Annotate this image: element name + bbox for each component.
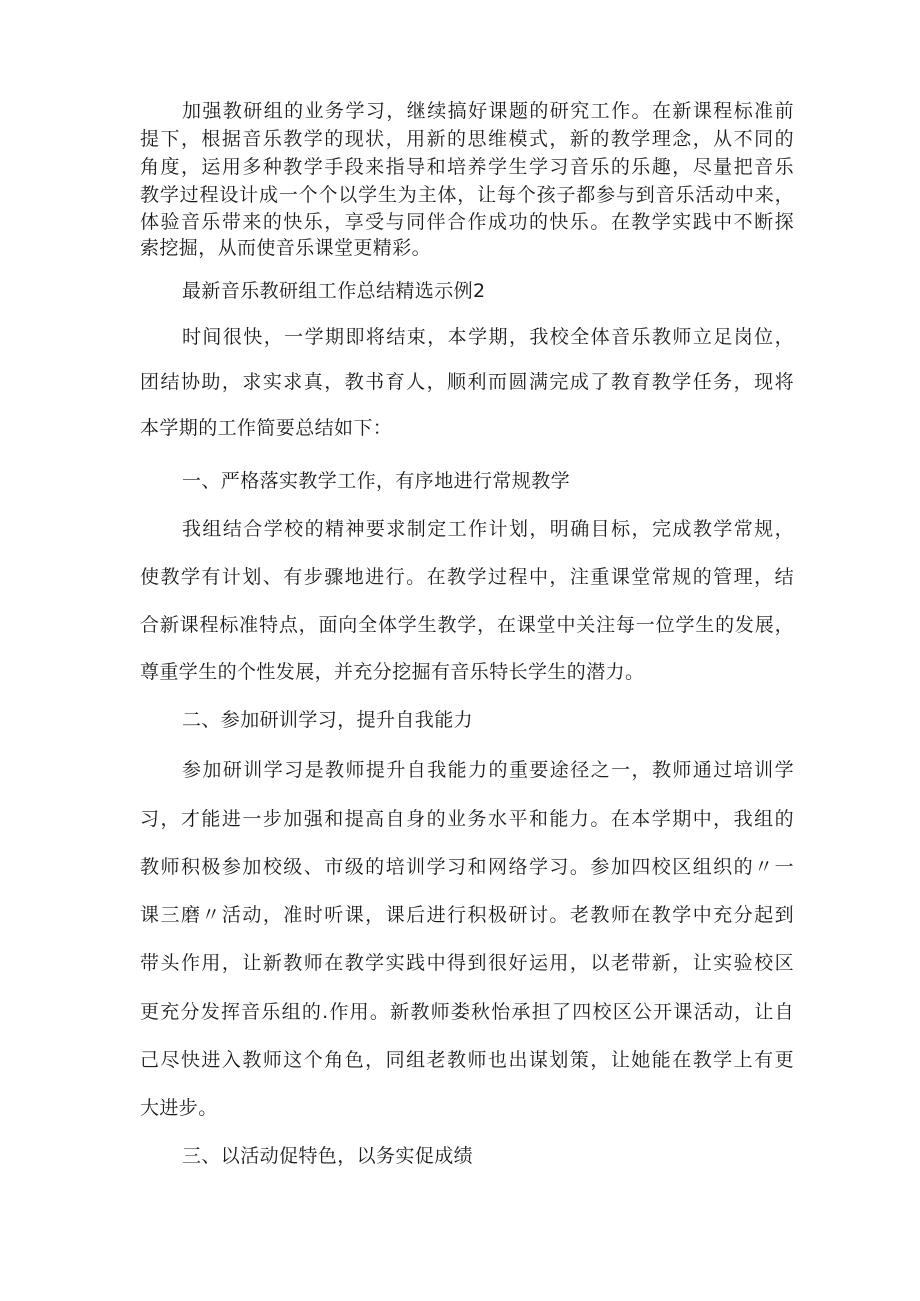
section-2-line-3: 教师积极参加校级、市级的培训学习和网络学习。参加四校区组织的〃一	[140, 856, 794, 878]
section-1-heading: 一、严格落实教学工作，有序地进行常规教学	[182, 470, 571, 492]
paragraph-2-line-3: 本学期的工作简要总结如下：	[140, 417, 393, 439]
section-1-line-1: 我组结合学校的精神要求制定工作计划，明确目标，完成教学常规，	[182, 518, 794, 540]
section-1-line-3: 合新课程标准特点，面向全体学生教学，在课堂中关注每一位学生的发展，	[140, 614, 794, 636]
section-2-line-5: 带头作用，让新教师在教学实践中得到很好运用，以老带新，让实验校区	[140, 952, 794, 974]
paragraph-1-line-3: 角度，运用多种教学手段来指导和培养学生学习音乐的乐趣，尽量把音乐	[140, 156, 794, 178]
paragraph-1-line-5: 体验音乐带来的快乐，享受与同伴合作成功的快乐。在教学实践中不断探	[140, 211, 794, 233]
paragraph-1-line-1: 加强教研组的业务学习，继续搞好课题的研究工作。在新课程标准前	[182, 100, 794, 122]
section-2-line-2: 习，才能进一步加强和提高自身的业务水平和能力。在本学期中，我组的	[140, 808, 794, 830]
section-1-line-2: 使教学有计划、有步骤地进行。在教学过程中，注重课堂常规的管理，结	[140, 566, 794, 588]
section-2-line-4: 课三磨〃活动，准时听课，课后进行积极研讨。老教师在教学中充分起到	[140, 904, 794, 926]
section-2-line-7: 己尽快进入教师这个角色，同组老教师也出谋划策，让她能在教学上有更	[140, 1049, 794, 1071]
section-1-line-4: 尊重学生的个性发展，并充分挖掘有音乐特长学生的潜力。	[140, 661, 645, 683]
paragraph-2-line-2: 团结协助，求实求真，教书育人，顺利而圆满完成了教育教学任务，现将	[140, 371, 794, 393]
section-2-line-8: 大进步。	[140, 1097, 218, 1119]
section-title: 最新音乐教研组工作总结精选示例2	[182, 280, 486, 302]
section-2-line-6: 更充分发挥音乐组的.作用。新教师娄秋怡承担了四校区公开课活动，让自	[140, 1001, 794, 1023]
paragraph-1-line-2: 提下，根据音乐教学的现状，用新的思维模式，新的教学理念，从不同的	[140, 128, 794, 150]
paragraph-2-line-1: 时间很快，一学期即将结束，本学期，我校全体音乐教师立足岗位，	[182, 326, 794, 348]
section-3-heading: 三、以活动促特色，以务实促成绩	[182, 1145, 474, 1167]
paragraph-1-line-6: 索挖掘，从而使音乐课堂更精彩。	[140, 237, 432, 259]
section-2-line-1: 参加研训学习是教师提升自我能力的重要途径之一，教师通过培训学	[182, 759, 794, 781]
paragraph-1-line-4: 教学过程设计成一个个以学生为主体，让每个孩子都参与到音乐活动中来，	[140, 184, 794, 206]
section-2-heading: 二、参加研训学习，提升自我能力	[182, 709, 474, 731]
